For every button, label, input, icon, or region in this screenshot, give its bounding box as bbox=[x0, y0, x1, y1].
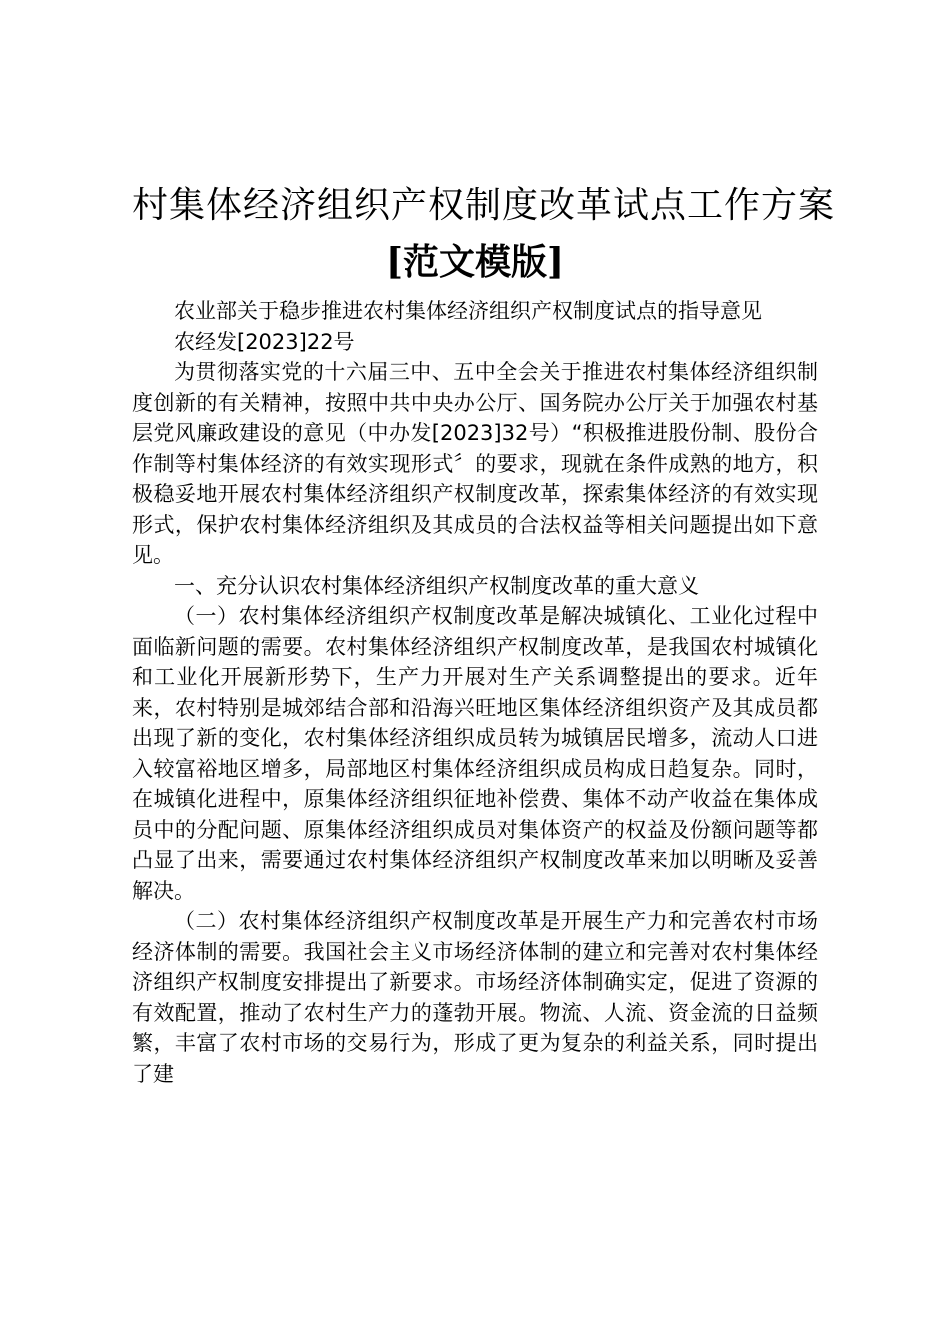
paragraph-source-title: 农业部关于稳步推进农村集体经济组织产权制度试点的指导意见 bbox=[174, 299, 762, 323]
document-body bbox=[132, 296, 818, 1089]
document-page bbox=[132, 178, 836, 1089]
paragraph-intro: 为贯彻落实党的十六届三中、五中全会关于推进农村集体经济组织制度创新的有关精神，按照中共中央办公厅、国务院办公厅关于加强农村基层党风廉政建设的意见（中办发[2023]32号）“积极推进股份制、股份合作制等村集体经济的有效实现形式〞的要求，现就在条件成熟的地方，积极稳妥地开展农村集体经济组织产权制度改革，探索集体经济的有效实现形式，保护农村集体经济组织及其成员的合法权益等相关问题提出如下意见。 bbox=[132, 360, 818, 567]
paragraph-section-1-2: （二）农村集体经济组织产权制度改革是开展生产力和完善农村市场经济体制的需要。我国社会主义市场经济体制的建立和完善对农村集体经济组织产权制度安排提出了新要求。市场经济体制确实定，促进了资源的有效配置，推动了农村生产力的蓬勃开展。物流、人流、资金流的日益频繁，丰富了农村市场的交易行为，形成了更为复杂的利益关系，同时提出了建 bbox=[132, 909, 818, 1086]
document-title: 村集体经济组织产权制度改革试点工作方案 bbox=[132, 185, 836, 226]
paragraph-section-1-1: （一）农村集体经济组织产权制度改革是解决城镇化、工业化过程中面临新问题的需要。农村集体经济组织产权制度改革，是我国农村城镇化和工业化开展新形势下，生产力开展对生产关系调整提出的要求。近年来，农村特别是城郊结合部和沿海兴旺地区集体经济组织资产及其成员都出现了新的变化，农村集体经济组织成员转为城镇居民增多，流动人口进入较富裕地区增多，局部地区村集体经济组织成员构成日趋复杂。同时，在城镇化进程中，原集体经济组织征地补偿费、集体不动产收益在集体成员中的分配问题、原集体经济组织成员对集体资产的权益及份额问题等都凸显了出来，需要通过农村集体经济组织产权制度改革来加以明晰及妥善解决。 bbox=[132, 604, 818, 903]
document-subtitle: [范文模版] bbox=[385, 241, 565, 283]
section-heading-1: 一、充分认识农村集体经济组织产权制度改革的重大意义 bbox=[174, 573, 699, 598]
paragraph-document-number: 农经发[2023]22号 bbox=[174, 329, 355, 354]
